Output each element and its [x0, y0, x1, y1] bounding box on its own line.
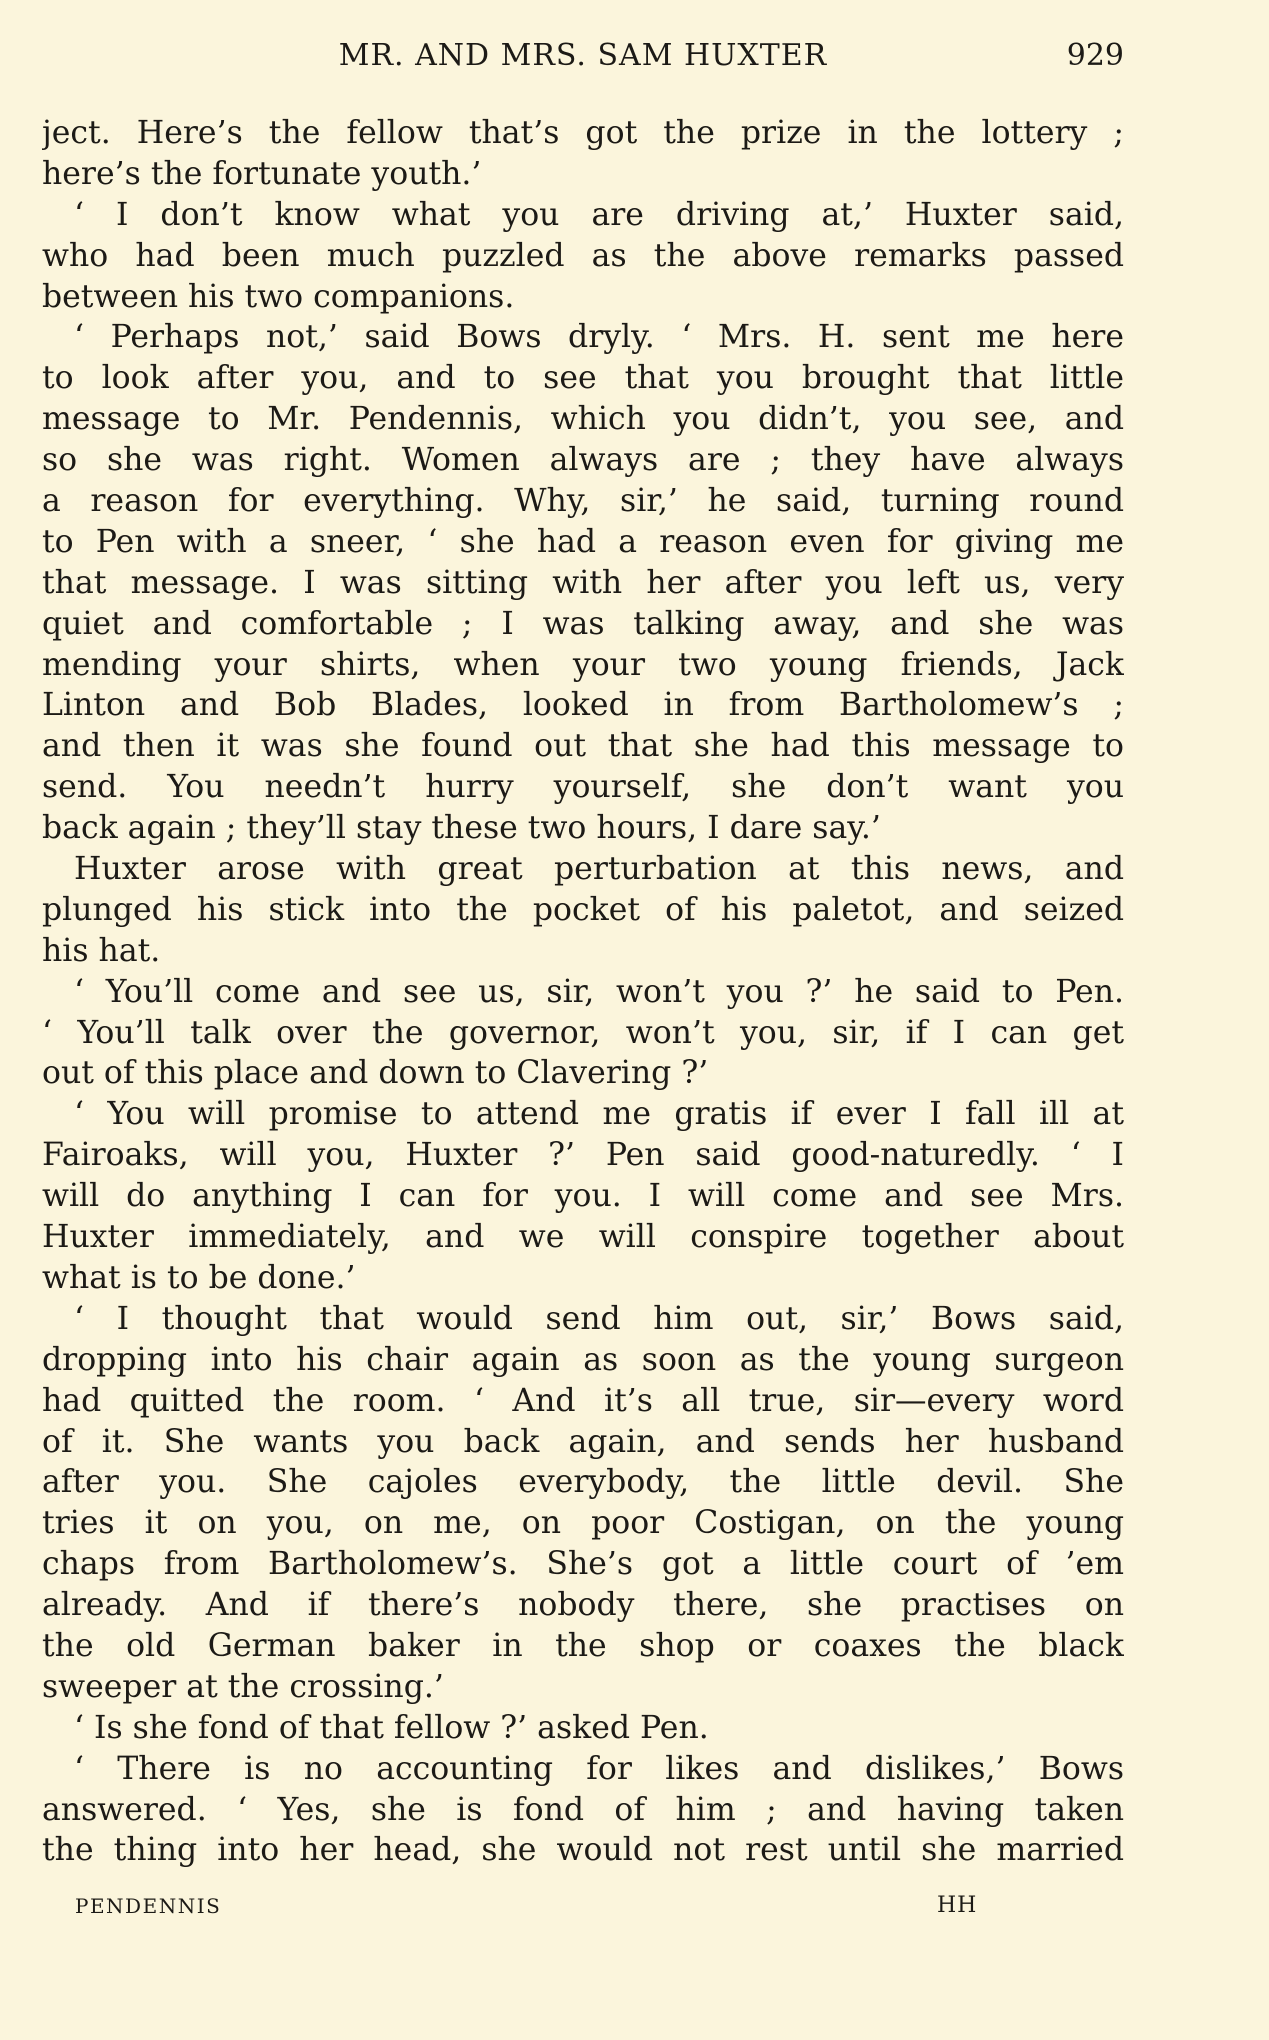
text-line: ‘ There is no accounting for likes and dislikes,’ Bows [74, 1750, 1124, 1787]
text-line: Linton and Bob Blades, looked in from Bartholomew’s ; [42, 687, 1124, 724]
text-line: ‘ You’ll talk over the governor, won’t you, sir, if I can get [42, 1014, 1124, 1051]
text-line: so she was right. Women always are ; they have always [42, 442, 1124, 479]
text-line: Huxter immediately, and we will conspire together about [42, 1219, 1124, 1256]
text-line: chaps from Bartholomew’s. She’s got a little court of ’em [42, 1546, 1124, 1583]
text-line: who had been much puzzled as the above remarks passed [42, 237, 1124, 274]
text-line: ‘ You will promise to attend me gratis if ever I fall ill at [74, 1096, 1124, 1133]
text-line: that message. I was sitting with her after you left us, very [42, 564, 1124, 601]
text-line: mending your shirts, when your two young friends, Jack [42, 646, 1124, 683]
text-line: had quitted the room. ‘ And it’s all true, sir—every word [42, 1382, 1124, 1419]
text-line: will do anything I can for you. I will come and see Mrs. [42, 1178, 1124, 1215]
running-title: MR. AND MRS. SAM HUXTER [338, 38, 828, 73]
text-line: the old German baker in the shop or coaxes the black [42, 1627, 1124, 1664]
signature-label: PENDENNIS [75, 1894, 222, 1918]
text-line: after you. She cajoles everybody, the little devil. She [42, 1464, 1124, 1501]
text-line: quiet and comfortable ; I was talking away, and she was [42, 605, 1124, 642]
text-line: sweeper at the crossing.’ [42, 1668, 444, 1705]
running-head [42, 36, 1124, 76]
text-line: ‘ Perhaps not,’ said Bows dryly. ‘ Mrs. H. sent me here [74, 319, 1124, 356]
text-line: ‘ Is she fond of that fellow ?’ asked Pen. [74, 1709, 709, 1746]
text-line: message to Mr. Pendennis, which you didn’t, you see, and [42, 401, 1124, 438]
text-line: of it. She wants you back again, and sends her husband [42, 1423, 1124, 1460]
signature-mark: HH [937, 1893, 978, 1918]
text-line: between his two companions. [42, 278, 515, 315]
text-line: Huxter arose with great perturbation at this news, and [74, 851, 1124, 888]
text-line: ‘ I thought that would send him out, sir,’ Bows said, [74, 1300, 1124, 1337]
text-line: to look after you, and to see that you brought that little [42, 360, 1124, 397]
text-line: ‘ You’ll come and see us, sir, won’t you ?’ he said to Pen. [74, 973, 1124, 1010]
text-line: ‘ I don’t know what you are driving at,’ Huxter said, [74, 196, 1124, 233]
text-line: his hat. [42, 932, 161, 969]
text-line: out of this place and down to Clavering ?’ [42, 1055, 709, 1092]
text-line: the thing into her head, she would not rest until she married [42, 1832, 1124, 1869]
text-line: answered. ‘ Yes, she is fond of him ; and having taken [42, 1791, 1124, 1828]
text-line: and then it was she found out that she had this message to [42, 728, 1124, 765]
text-line: plunged his stick into the pocket of his paletot, and seized [42, 891, 1124, 928]
text-line: send. You needn’t hurry yourself, she don’t want you [42, 769, 1124, 806]
page-number: 929 [1066, 38, 1124, 73]
text-line: to Pen with a sneer, ‘ she had a reason even for giving me [42, 523, 1124, 560]
text-line: Fairoaks, will you, Huxter ?’ Pen said good-naturedly. ‘ I [42, 1137, 1124, 1174]
text-line: a reason for everything. Why, sir,’ he said, turning round [42, 483, 1124, 520]
text-line: tries it on you, on me, on poor Costigan, on the young [42, 1505, 1124, 1542]
text-line: ject. Here’s the fellow that’s got the prize in the lottery ; [42, 115, 1124, 151]
body-text [42, 113, 1124, 1871]
text-line: what is to be done.’ [42, 1259, 356, 1296]
page-footer [42, 1891, 1124, 1921]
text-line: dropping into his chair again as soon as the young surgeon [42, 1341, 1124, 1378]
text-line: back again ; they’ll stay these two hours, I dare say.’ [42, 810, 881, 847]
text-line: already. And if there’s nobody there, she practises on [42, 1587, 1124, 1624]
text-line: here’s the fortunate youth.’ [42, 155, 482, 192]
